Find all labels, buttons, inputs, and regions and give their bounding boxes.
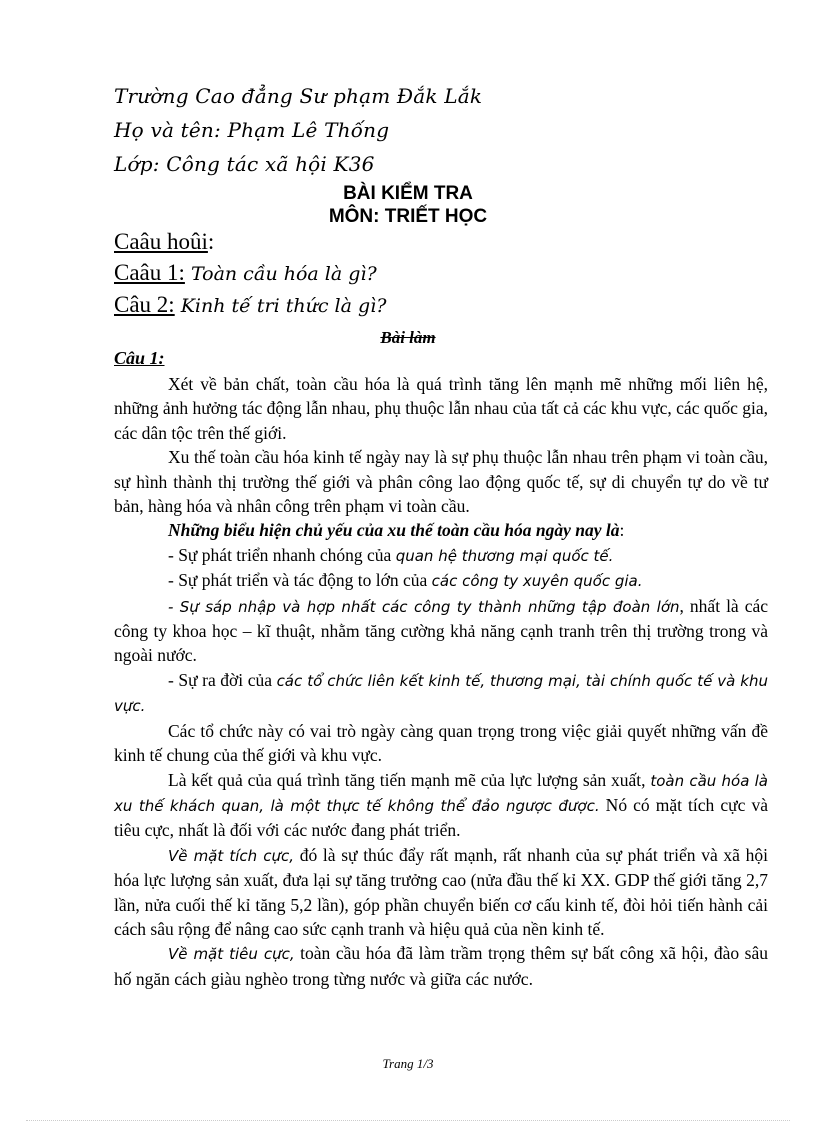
bullet-3-text: , nhất là các công ty khoa học – kĩ thuật, nhằm tăng cường khả năng cạnh tranh trên thị trường trong và ngoài nước.	[114, 595, 769, 666]
subject-title: MÔN: TRIẾT HỌC	[328, 206, 488, 227]
bullet-2-text: - Sự phát triển và tác động to lớn của	[168, 570, 432, 591]
paragraph-6-italic: Về mặt tích cực,	[168, 846, 294, 865]
bullet-3	[114, 594, 768, 668]
bullet-2	[114, 568, 768, 593]
bullet-3-italic: - Sự sáp nhập và hợp nhất các công ty thành những tập đoàn lớn	[168, 597, 680, 616]
student-class: Lớp: Công tác xã hội K36	[114, 152, 375, 176]
paragraph-1: Xét về bản chất, toàn cầu hóa là quá trình tăng lên mạnh mẽ những mối liên hệ, những ảnh hưởng tác động lẫn nhau, phụ thuộc lẫn nhau của tất cả các khu vực, các quốc gia, các dân tộc trên thế giới.	[114, 374, 768, 443]
paragraph-2: Xu thế toàn cầu hóa kinh tế ngày nay là sự phụ thuộc lẫn nhau trên phạm vi toàn cầu, sự hình thành thị trường thế giới và phân công lao động quốc tế, sự di chuyển tự do về tư bản, hàng hóa và nhân công trên phạm vi toàn cầu.	[114, 447, 768, 517]
question-2	[114, 292, 386, 318]
questions-heading-colon: :	[207, 229, 215, 254]
bullet-1-italic: quan hệ thương mại quốc tế.	[395, 546, 614, 565]
manifestations-heading: Những biểu hiện chủ yếu của xu thế toàn cầu hóa ngày nay là	[168, 520, 620, 541]
paragraph-7-text: toàn cầu hóa đã làm trầm trọng thêm sự bất công xã hội, đào sâu hố ngăn cách giàu nghèo trong từng nước và giữa các nước.	[114, 943, 768, 989]
paragraph-5-text: Là kết quả của quá trình tăng tiến mạnh mẽ của lực lượng sản xuất,	[168, 769, 651, 790]
bullet-4	[114, 668, 768, 719]
question-1-label: Caâu 1:	[114, 260, 185, 285]
questions-heading-text: Caâu hoûi	[114, 229, 208, 254]
questions-heading	[114, 229, 214, 255]
bullet-1	[114, 543, 768, 568]
paragraph-3	[114, 518, 768, 542]
paragraph-6-text: đó là sự thúc đẩy rất mạnh, rất nhanh của sự phát triển và xã hội hóa lực lượng sản xuất, đưa lại sự tăng trưởng cao (nửa đầu thế kỉ XX. GDP thế giới tăng 2,7 lần, nửa cuối thế kỉ tăng 5,2 lần), góp phần chuyển biến cơ cấu kinh tế, đòi hỏi tiến hành cải cách sâu rộng để nâng cao sức cạnh tranh và hiệu quả của nền kinh tế.	[114, 844, 768, 939]
paragraph-4: Các tổ chức này có vai trò ngày càng quan trọng trong việc giải quyết những vấn đề kinh tế chung của thế giới và khu vực.	[114, 720, 768, 766]
bullet-4-italic: các tổ chức liên kết kinh tế, thương mại, tài chính quốc tế và khu vực.	[114, 671, 769, 716]
question-1	[114, 260, 377, 286]
question-2-label: Câu 2:	[114, 292, 175, 317]
bullet-1-text: - Sự phát triển nhanh chóng của	[168, 544, 396, 565]
bullet-4-text: - Sự ra đời của	[168, 669, 277, 690]
bullet-2-italic: các công ty xuyên quốc gia.	[431, 572, 643, 591]
paragraph-5-italic: toàn cầu hóa là xu thế khách quan, là một thực tế không thể đảo ngược được.	[114, 771, 768, 815]
paragraph-7-italic: Về mặt tiêu cực,	[168, 945, 295, 964]
school-name: Trường Cao đẳng Sư phạm Đắk Lắk	[114, 84, 483, 108]
answer-1-label: Câu 1:	[114, 348, 165, 368]
manifestations-colon: :	[619, 520, 625, 541]
paragraph-7	[114, 941, 768, 991]
page-bottom-divider	[26, 1120, 790, 1121]
question-1-text: Toàn cầu hóa là gì?	[184, 263, 377, 285]
answer-heading: Bài làm	[380, 328, 436, 347]
paragraph-5-tail: Nó có mặt tích cực và tiêu cực, nhất là đối với các nước đang phát triển.	[114, 794, 768, 841]
answer-body	[114, 372, 768, 991]
page-number: Trang 1/3	[382, 1056, 434, 1071]
question-2-text: Kinh tế tri thức là gì?	[174, 295, 387, 317]
student-name: Họ và tên: Phạm Lê Thống	[114, 118, 390, 142]
paragraph-5	[114, 768, 768, 843]
test-title: BÀI KIỂM TRA	[343, 183, 473, 204]
paragraph-6	[114, 843, 768, 942]
